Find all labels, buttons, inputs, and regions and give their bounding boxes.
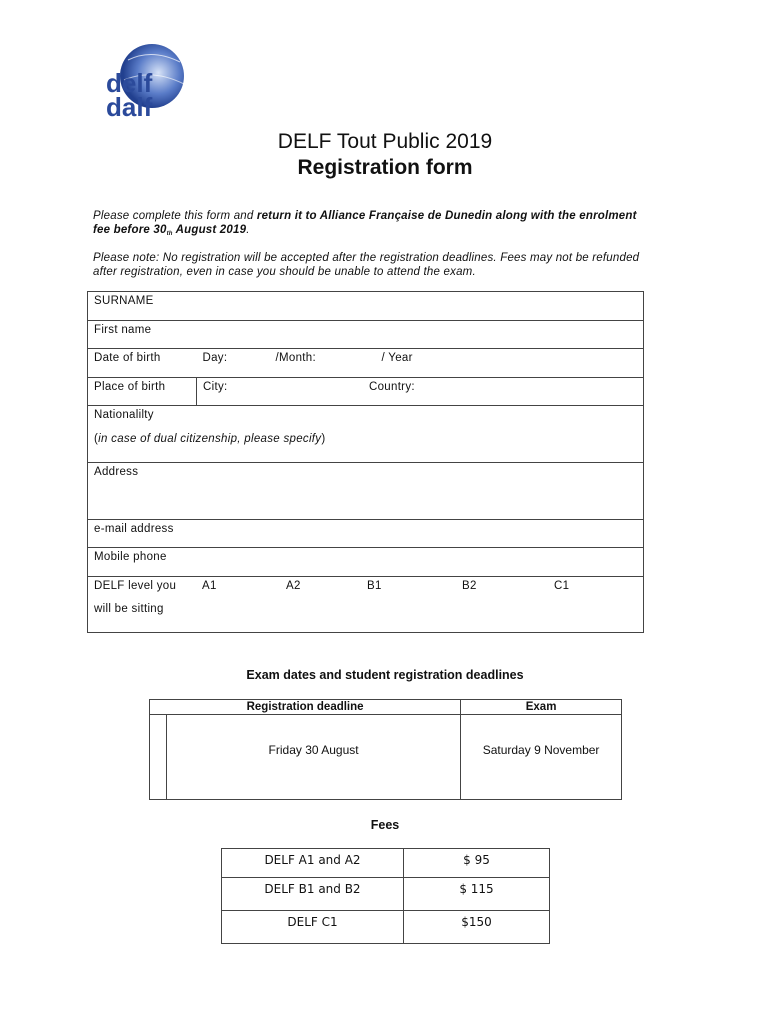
surname-label: SURNAME — [94, 295, 154, 307]
table-row — [222, 878, 550, 911]
address-field[interactable] — [88, 463, 644, 520]
level-label-line1: DELF level you — [94, 580, 177, 592]
exam-header-deadline: Registration deadline — [150, 700, 461, 715]
first-name-label: First name — [94, 324, 152, 336]
intro-end: . — [246, 224, 250, 236]
nationality-field[interactable] — [88, 406, 644, 463]
intro-sup: th — [166, 231, 173, 237]
intro-instructions — [93, 209, 653, 239]
pob-label: Place of birth — [94, 381, 166, 393]
dob-month-label: /Month: — [275, 352, 316, 364]
exam-deadline-cell: Friday 30 August — [167, 715, 461, 800]
exam-dates-table — [149, 699, 622, 800]
pob-field[interactable] — [197, 378, 644, 406]
intro-text-a: Please complete this form and — [93, 210, 257, 222]
delf-dalf-logo — [100, 40, 200, 122]
fees-heading: Fees — [370, 818, 400, 832]
fee-amount-cell: $150 — [404, 911, 550, 944]
page-subtitle: Registration form — [297, 156, 473, 179]
registration-form-table — [87, 291, 644, 633]
mobile-label: Mobile phone — [94, 551, 167, 563]
fee-amount-cell: $ 95 — [404, 849, 550, 878]
logo-dalf-text: dalf — [106, 92, 153, 122]
dob-label: Date of birth — [94, 352, 161, 364]
table-row — [222, 849, 550, 878]
level-option-b1[interactable]: B1 — [367, 580, 382, 592]
nationality-label: Nationalilty — [94, 409, 154, 421]
fee-level-cell: DELF B1 and B2 — [222, 878, 404, 911]
delf-level-field — [88, 577, 644, 633]
email-field[interactable] — [88, 520, 644, 548]
page-title: DELF Tout Public 2019 — [277, 130, 493, 153]
pob-city-label: City: — [203, 381, 228, 393]
address-label: Address — [94, 466, 139, 478]
table-row — [222, 911, 550, 944]
mobile-field[interactable] — [88, 548, 644, 577]
pob-country-label: Country: — [369, 381, 415, 393]
fee-level-cell: DELF A1 and A2 — [222, 849, 404, 878]
exam-row-margin — [150, 715, 167, 800]
level-option-a1[interactable]: A1 — [202, 580, 217, 592]
intro-text-c: August 2019 — [172, 224, 247, 236]
pob-label-cell — [88, 378, 197, 406]
level-option-b2[interactable]: B2 — [462, 580, 477, 592]
surname-field[interactable] — [88, 292, 644, 321]
exam-header-exam: Exam — [461, 700, 622, 715]
dob-field[interactable] — [197, 349, 644, 378]
nationality-note: (in case of dual citizenship, please specify) — [94, 433, 326, 445]
email-label: e-mail address — [94, 523, 174, 535]
intro-note: Please note: No registration will be accepted after the registration deadlines. Fees may not be refunded after registration, even in case you should be unable to attend the exam. — [93, 252, 640, 278]
fee-amount-cell: $ 115 — [404, 878, 550, 911]
level-option-a2[interactable]: A2 — [286, 580, 301, 592]
level-option-c1[interactable]: C1 — [554, 580, 570, 592]
exam-dates-heading: Exam dates and student registration deadlines — [246, 668, 524, 682]
dob-day-label: Day: — [202, 352, 228, 364]
intro-text-b: return it to Alliance Française de Dunedin along with the enrolment fee before 30 — [93, 210, 637, 236]
logo-delf-text: delf — [106, 68, 153, 98]
fees-table — [221, 848, 550, 944]
dob-year-label: / Year — [381, 352, 413, 364]
level-label-line2: will be sitting — [94, 603, 164, 615]
dob-label-cell — [88, 349, 197, 378]
first-name-field[interactable] — [88, 321, 644, 349]
fee-level-cell: DELF C1 — [222, 911, 404, 944]
exam-date-cell: Saturday 9 November — [461, 715, 622, 800]
